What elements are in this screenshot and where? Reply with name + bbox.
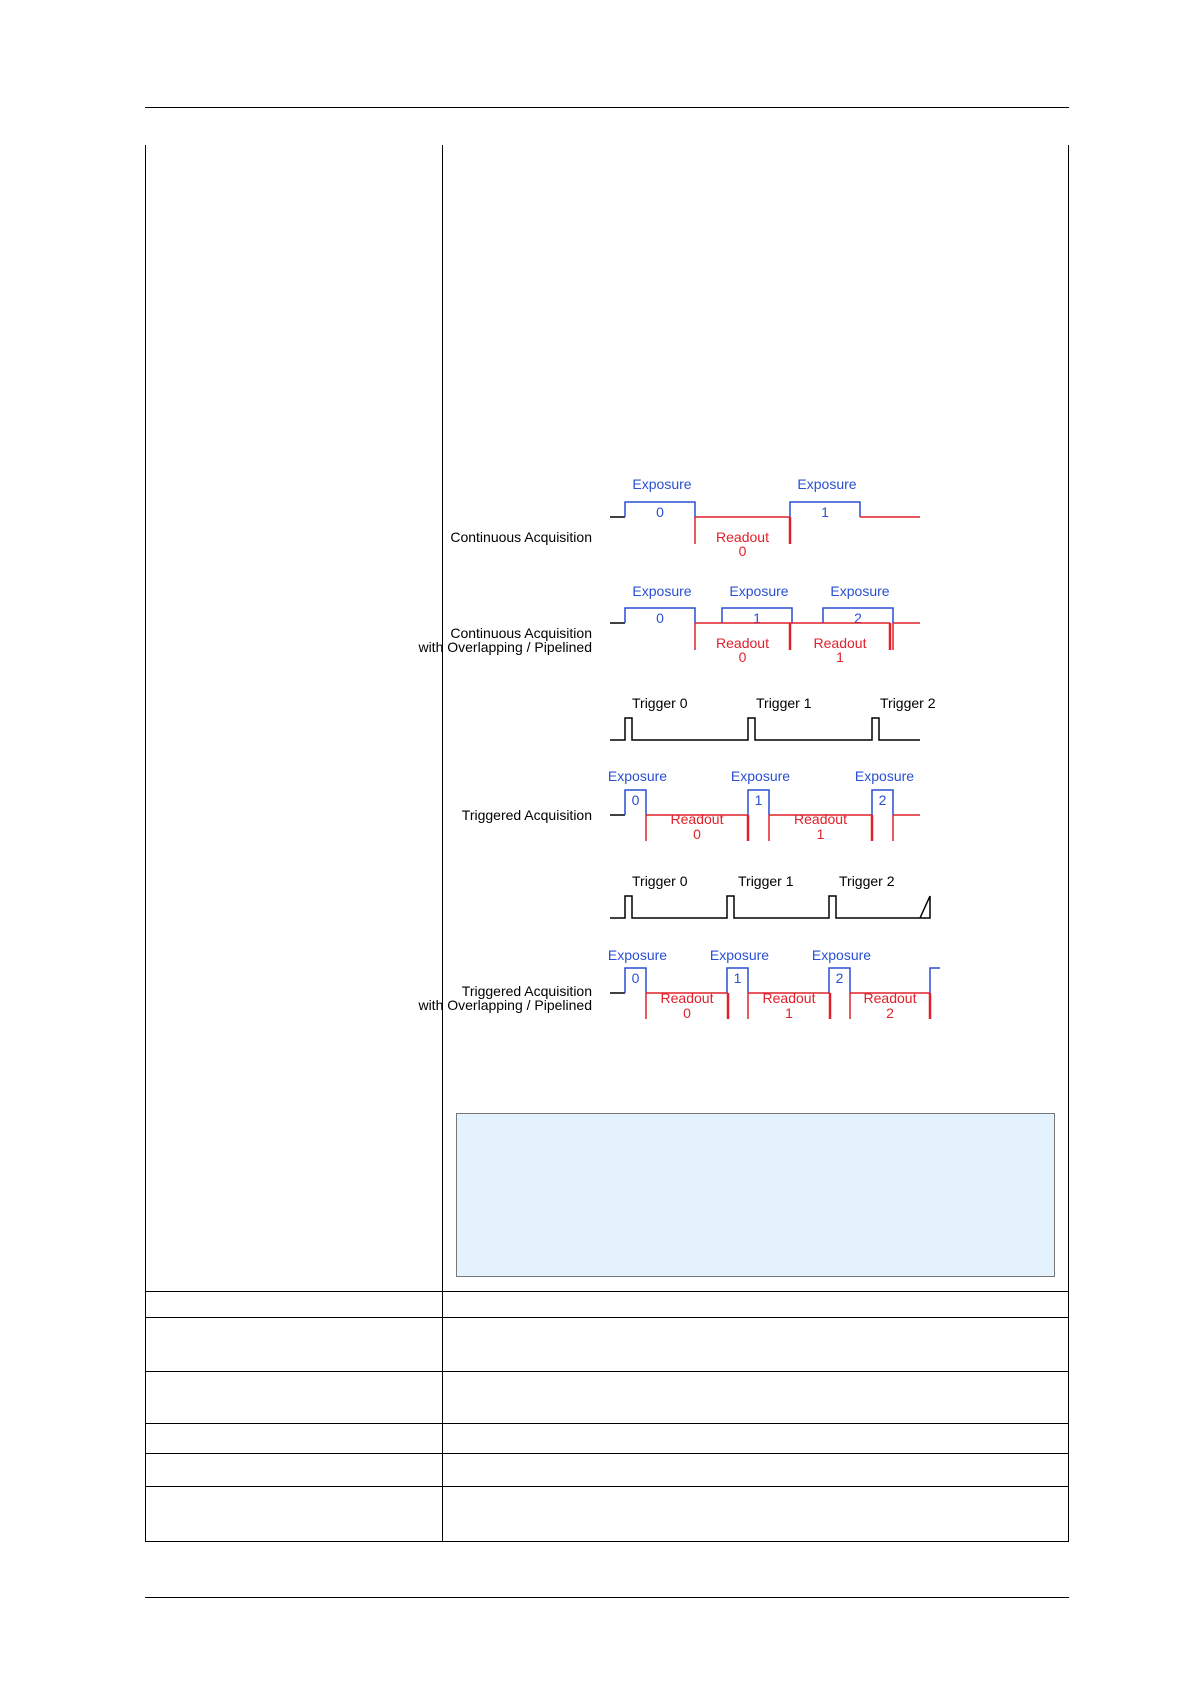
exposure-number: 1: [821, 504, 829, 520]
exposure-pulse: [930, 968, 940, 993]
table-row-divider: [145, 1371, 1069, 1372]
readout-number: 0: [738, 649, 747, 665]
footer-rule: [145, 1597, 1069, 1598]
exposure-number: 2: [854, 610, 862, 626]
exposure-label: Exposure: [607, 768, 668, 784]
readout-number: 2: [886, 1005, 894, 1021]
trigger-label: Trigger 2: [839, 873, 895, 889]
exposure-number: 2: [878, 792, 887, 808]
readout-number: 1: [816, 826, 825, 842]
trigger-label: Trigger 1: [738, 873, 794, 889]
trigger-label: Trigger 0: [632, 873, 688, 889]
table-right-border: [1068, 145, 1069, 1542]
exposure-label: Exposure: [709, 947, 770, 963]
exposure-label: Exposure: [730, 768, 791, 784]
exposure-label: Exposure: [729, 583, 789, 599]
trigger-label: Trigger 0: [632, 695, 688, 711]
exposure-number: 0: [656, 610, 664, 626]
readout-label: Readout: [716, 635, 769, 651]
exposure-label: Exposure: [797, 476, 857, 492]
trigger-label: Trigger 2: [880, 695, 936, 711]
exposure-number: 0: [631, 970, 640, 986]
readout-label: Readout: [670, 811, 724, 827]
exposure-label: Exposure: [607, 947, 668, 963]
exposure-number: 2: [835, 970, 844, 986]
exposure-number: 0: [656, 504, 664, 520]
trigger-signal-line: [610, 896, 930, 918]
row-label: Triggered Acquisition: [461, 807, 592, 823]
header-rule: [145, 107, 1069, 108]
table-row-divider: [145, 1486, 1069, 1487]
readout-number: 1: [785, 1005, 793, 1021]
row-label: Triggered Acquisition: [461, 983, 592, 999]
note-box: [456, 1113, 1055, 1277]
exposure-label: Exposure: [830, 583, 890, 599]
table-row-divider: [145, 1423, 1069, 1424]
table-column-divider: [442, 145, 443, 1542]
exposure-number: 1: [754, 792, 763, 808]
row-label: with Overlapping / Pipelined: [418, 639, 592, 655]
readout-number: 0: [738, 543, 747, 559]
table-bottom-border: [145, 1541, 1069, 1542]
row-label: Continuous Acquisition: [450, 529, 592, 545]
table-left-border: [145, 145, 146, 1542]
readout-number: 0: [693, 826, 701, 842]
readout-label: Readout: [762, 990, 816, 1006]
table-row-divider: [145, 1317, 1069, 1318]
readout-label: Readout: [863, 990, 917, 1006]
exposure-label: Exposure: [854, 768, 915, 784]
exposure-label: Exposure: [632, 476, 692, 492]
readout-number: 1: [836, 649, 844, 665]
row-label: with Overlapping / Pipelined: [418, 997, 592, 1013]
trigger-label: Trigger 1: [756, 695, 812, 711]
exposure-label: Exposure: [632, 583, 692, 599]
exposure-number: 1: [733, 970, 742, 986]
readout-label: Readout: [794, 811, 847, 827]
readout-label: Readout: [716, 529, 769, 545]
table-row-divider: [145, 1291, 1069, 1292]
exposure-number: 1: [753, 610, 761, 626]
acquisition-timing-diagram: [418, 476, 1020, 1066]
readout-label: Readout: [813, 635, 867, 651]
exposure-label: Exposure: [811, 947, 872, 963]
table-row-divider: [145, 1453, 1069, 1454]
trigger-signal-line: [610, 718, 920, 740]
row-label: Continuous Acquisition: [450, 625, 592, 641]
readout-label: Readout: [660, 990, 714, 1006]
readout-number: 0: [683, 1005, 691, 1021]
exposure-number: 0: [631, 792, 640, 808]
